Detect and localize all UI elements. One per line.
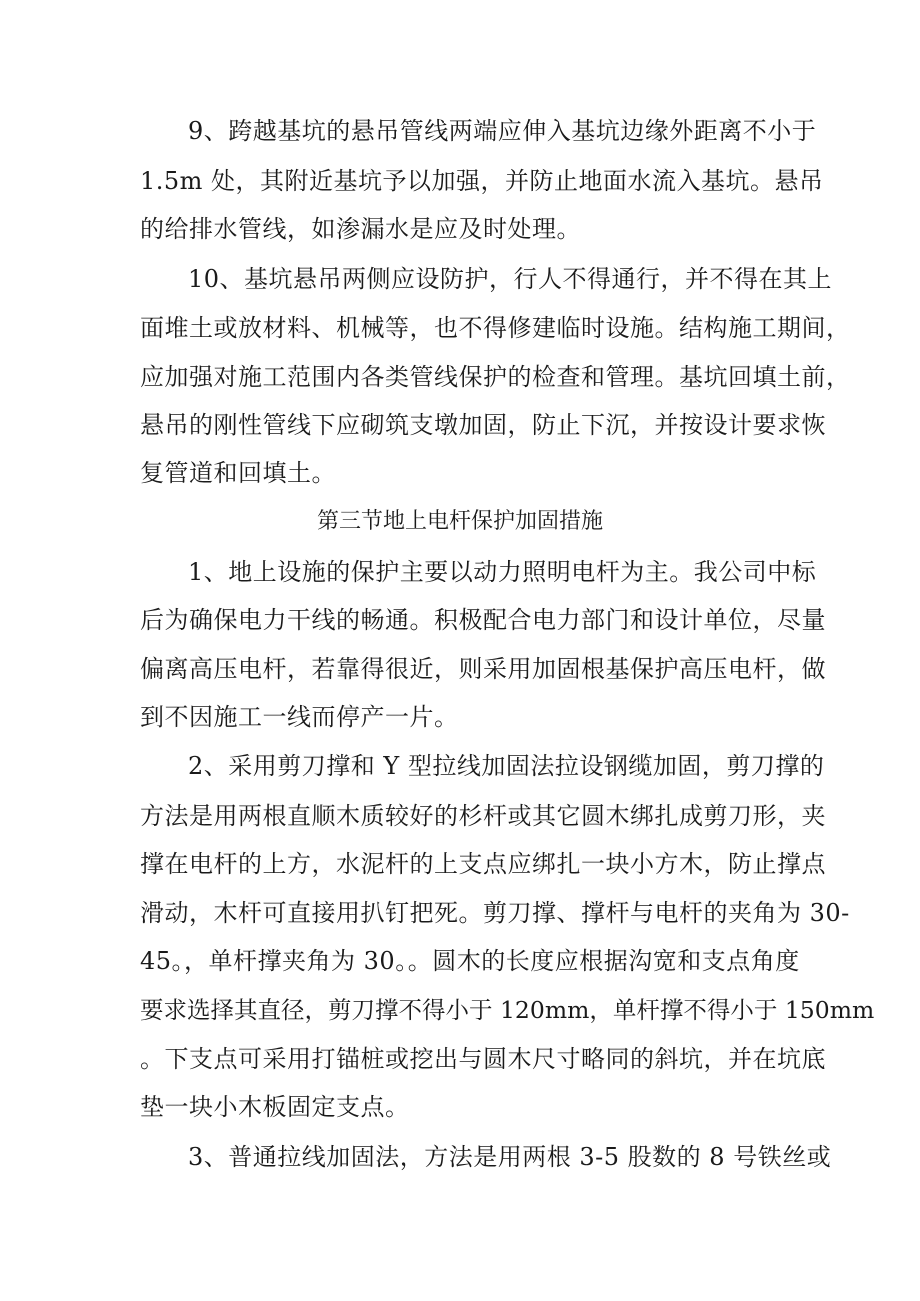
paragraph-1-line-4: 到不因施工一线而停产一片。 — [140, 703, 459, 731]
paragraph-9-line-3: 的给排水管线，如渗漏水是应及时处理。 — [140, 215, 581, 243]
paragraph-2-line-5: 45。，单杆撑夹角为 30。。圆木的长度应根据沟宽和支点角度 — [140, 947, 800, 975]
paragraph-2-line-8: 垫一块小木板固定支点。 — [140, 1093, 410, 1121]
paragraph-3-line-1: 3、普通拉线加固法，方法是用两根 3-5 股数的 8 号铁丝或 — [188, 1143, 832, 1171]
paragraph-10-line-1: 10、基坑悬吊两侧应设防护，行人不得通行，并不得在其上 — [188, 265, 833, 293]
paragraph-2-line-3: 撑在电杆的上方，水泥杆的上支点应绑扎一块小方木，防止撑点 — [140, 850, 826, 878]
paragraph-2-line-1: 2、采用剪刀撑和 Y 型拉线加固法拉设钢缆加固，剪刀撑的 — [188, 752, 825, 780]
paragraph-10-line-2: 面堆土或放材料、机械等，也不得修建临时设施。结构施工期间， — [140, 314, 851, 342]
paragraph-10-line-3: 应加强对施工范围内各类管线保护的检查和管理。基坑回填土前， — [140, 363, 851, 391]
paragraph-2-line-2: 方法是用两根直顺木质较好的杉杆或其它圆木绑扎成剪刀形，夹 — [140, 802, 826, 830]
paragraph-1-line-2: 后为确保电力干线的畅通。积极配合电力部门和设计单位，尽量 — [140, 606, 826, 634]
section-title: 第三节地上电杆保护加固措施 — [316, 509, 603, 534]
paragraph-9-line-2: 1.5m 处，其附近基坑予以加强，并防止地面水流入基坑。悬吊 — [140, 167, 824, 195]
paragraph-2-line-7: 。下支点可采用打锚桩或挖出与圆木尺寸略同的斜坑，并在坑底 — [140, 1045, 826, 1073]
paragraph-1-line-1: 1、地上设施的保护主要以动力照明电杆为主。我公司中标 — [188, 558, 817, 586]
paragraph-2-line-4: 滑动，木杆可直接用扒钉把死。剪刀撑、撑杆与电杆的夹角为 30- — [140, 899, 850, 927]
paragraph-10-line-4: 悬吊的刚性管线下应砌筑支墩加固，防止下沉，并按设计要求恢 — [140, 411, 826, 439]
paragraph-1-line-3: 偏离高压电杆，若靠得很近，则采用加固根基保护高压电杆，做 — [140, 655, 826, 683]
paragraph-10-line-5: 复管道和回填土。 — [140, 459, 336, 487]
paragraph-9-line-1: 9、跨越基坑的悬吊管线两端应伸入基坑边缘外距离不小于 — [188, 117, 817, 145]
paragraph-2-line-6: 要求选择其直径，剪刀撑不得小于 120mm，单杆撑不得小于 150mm — [140, 996, 875, 1024]
